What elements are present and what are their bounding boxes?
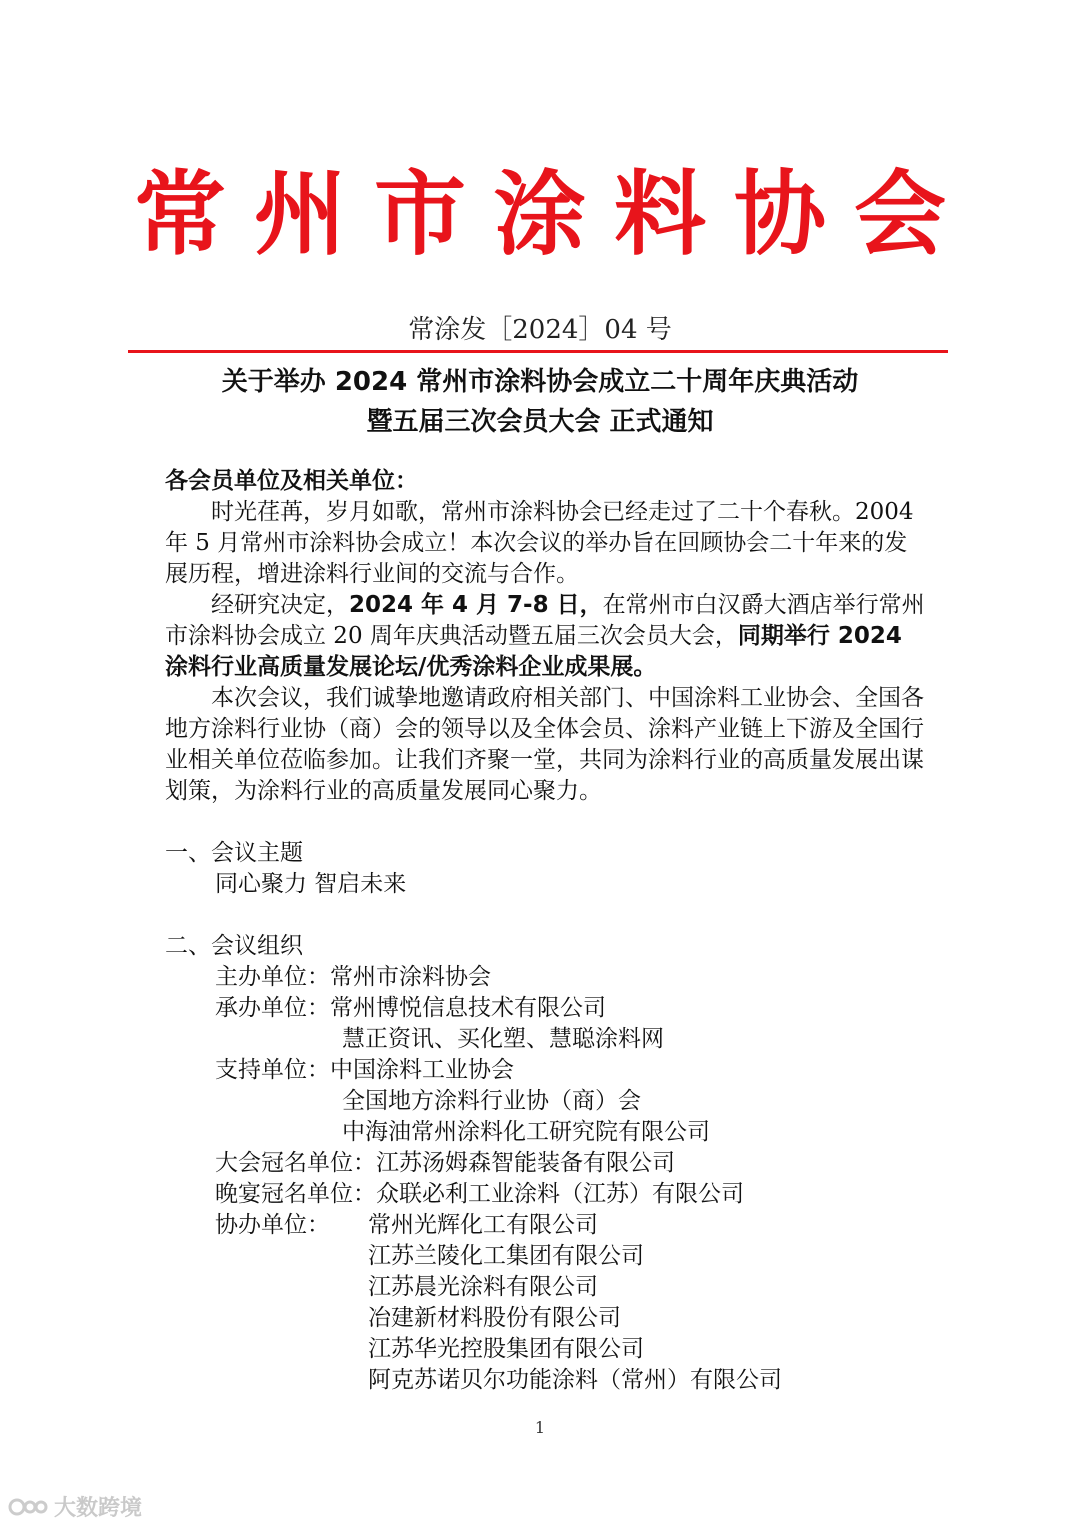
- document-title: [120, 362, 960, 442]
- paragraph-invitation: 本次会议，我们诚挚地邀请政府相关部门、中国涂料工业协会、全国各地方涂料行业协（商）会的领导以及全体会员、涂料产业链上下游及全国行业相关单位莅临参加。让我们齐聚一堂，共同为涂料行业的高质量发展出谋划策，为涂料行业的高质量发展同心聚力。: [165, 685, 924, 804]
- supporter-row: [165, 1055, 925, 1086]
- title-sponsor-row: [165, 1148, 925, 1179]
- co-organizer-row: 江苏晨光涂料有限公司: [368, 1274, 598, 1300]
- supporter-row: 中海油常州涂料化工研究院有限公司: [342, 1119, 710, 1145]
- red-divider: [128, 350, 948, 353]
- concurrent-event: 同期举行 2024 涂料行业高质量发展论坛/优秀涂料企业成果展。: [165, 623, 902, 680]
- supporter-label: 支持单位：: [215, 1057, 330, 1083]
- watermark-logo-icon: [8, 1495, 48, 1519]
- co-organizer-row: [165, 1210, 925, 1241]
- paragraph-intro: 时光荏苒，岁月如歌，常州市涂料协会已经走过了二十个春秋。2004 年 5 月常州市涂料协会成立！本次会议的举办旨在回顾协会二十年来的发展历程，增进涂料行业间的交流与合作。: [165, 499, 914, 587]
- host-name: 常州市涂料协会: [330, 964, 491, 990]
- paragraph-decision: [165, 590, 925, 683]
- organizer-row: 慧正资讯、买化塑、慧聪涂料网: [342, 1026, 664, 1052]
- co-organizer-row: 阿克苏诺贝尔功能涂料（常州）有限公司: [368, 1367, 782, 1393]
- co-organizer-name: 常州光辉化工有限公司: [368, 1212, 598, 1238]
- co-organizer-label: 协办单位：: [215, 1212, 330, 1238]
- supporter-name: 中国涂料工业协会: [330, 1057, 514, 1083]
- watermark: [8, 1491, 142, 1522]
- meeting-date: 2024 年 4 月 7-8 日，: [349, 592, 603, 618]
- salutation: 各会员单位及相关单位：: [165, 468, 418, 494]
- organizer-label: 承办单位：: [215, 995, 330, 1021]
- host-label: 主办单位：: [215, 964, 330, 990]
- co-organizer-row: 江苏华光控股集团有限公司: [368, 1336, 644, 1362]
- masthead: [0, 160, 1080, 270]
- section-heading-organization: 二、会议组织: [165, 933, 303, 959]
- meeting-venue: 在常州市白汉爵大酒店举行常州市涂料协会成立 20 周年庆典活动暨五届三次会员大会，: [165, 592, 925, 649]
- title-line-1: 关于举办 2024 常州市涂料协会成立二十周年庆典活动: [221, 367, 859, 397]
- banquet-sponsor-row: [165, 1179, 925, 1210]
- organization-name: 常州市涂料协会: [133, 161, 974, 268]
- host-row: [165, 962, 925, 993]
- decision-lead: 经研究决定，: [211, 592, 349, 618]
- page-number: 1: [534, 1418, 546, 1437]
- co-organizer-row: 江苏兰陵化工集团有限公司: [368, 1243, 644, 1269]
- banquet-sponsor-name: 众联必利工业涂料（江苏）有限公司: [376, 1181, 744, 1207]
- title-sponsor-name: 江苏汤姆森智能装备有限公司: [376, 1150, 675, 1176]
- document-number: 常涂发［2024］04 号: [408, 315, 672, 345]
- title-sponsor-label: 大会冠名单位：: [215, 1150, 376, 1176]
- banquet-sponsor-label: 晚宴冠名单位：: [215, 1181, 376, 1207]
- organizer-row: [165, 993, 925, 1024]
- co-organizer-row: 冶建新材料股份有限公司: [368, 1305, 621, 1331]
- section-heading-theme: 一、会议主题: [165, 840, 303, 866]
- document-body: [165, 466, 925, 1396]
- meeting-theme: 同心聚力 智启未来: [215, 871, 407, 897]
- supporter-row: 全国地方涂料行业协（商）会: [342, 1088, 641, 1114]
- title-line-2: 暨五届三次会员大会 正式通知: [366, 407, 714, 437]
- organizer-name: 常州博悦信息技术有限公司: [330, 995, 606, 1021]
- watermark-text: 大数跨境: [54, 1496, 143, 1521]
